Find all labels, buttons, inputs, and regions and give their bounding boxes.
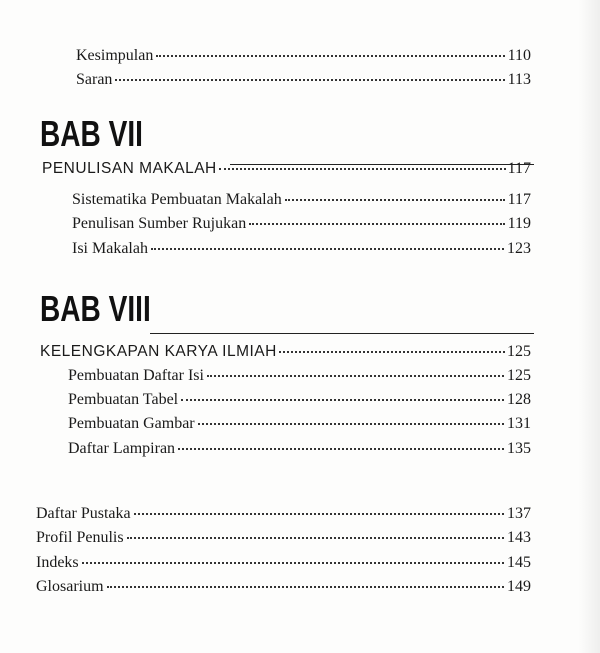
bab-8-section-heading [40, 342, 531, 362]
toc-entry-indeks [36, 553, 531, 573]
section-label: PENULISAN MAKALAH [42, 160, 217, 177]
bab-7-title: BAB VII [40, 113, 143, 154]
dot-leader [82, 558, 504, 564]
toc-entry-label: Profil Penulis [36, 529, 124, 546]
dot-leader [151, 244, 504, 250]
toc-entry-page: 131 [507, 415, 531, 432]
toc-entry-page: 128 [507, 391, 531, 408]
toc-entry-daftar-pustaka [36, 504, 531, 524]
toc-entry [68, 414, 531, 434]
dot-leader [249, 219, 504, 225]
toc-entry [72, 214, 531, 234]
toc-entry-label: Indeks [36, 554, 79, 571]
toc-entry-page: 125 [507, 367, 531, 384]
dot-leader [134, 509, 504, 515]
bab-8-rule [150, 333, 534, 334]
toc-entry-saran [76, 70, 531, 90]
toc-entry-label: Sistematika Pembuatan Makalah [72, 191, 282, 208]
toc-entry-label: Isi Makalah [72, 240, 148, 257]
dot-leader [178, 444, 504, 450]
toc-entry-label: Saran [76, 71, 113, 88]
toc-entry-page: 135 [507, 440, 531, 457]
toc-entry-profil-penulis [36, 528, 531, 548]
toc-entry [68, 390, 531, 410]
toc-entry-page: 117 [507, 191, 531, 208]
bab-7-rule [230, 164, 534, 165]
toc-entry-page: 123 [507, 240, 531, 257]
bab-7-section-heading [42, 159, 531, 179]
toc-entry-page: 113 [507, 71, 531, 88]
toc-entry [72, 239, 531, 259]
dot-leader [127, 533, 504, 539]
page-edge-shadow [578, 0, 600, 653]
toc-entry [68, 366, 531, 386]
dot-leader [285, 195, 505, 201]
dot-leader [198, 419, 504, 425]
toc-entry-label: Daftar Pustaka [36, 505, 131, 522]
dot-leader [156, 51, 504, 57]
toc-entry-page: 110 [507, 47, 531, 64]
dot-leader [207, 371, 504, 377]
dot-leader [279, 347, 505, 353]
toc-entry-label: Pembuatan Gambar [68, 415, 195, 432]
bab-8-title: BAB VIII [40, 288, 151, 329]
section-page: 125 [507, 343, 531, 360]
toc-entry-page: 143 [507, 529, 531, 546]
toc-entry-page: 137 [507, 505, 531, 522]
toc-entry-label: Daftar Lampiran [68, 440, 176, 457]
toc-entry [68, 439, 531, 459]
dot-leader [115, 75, 504, 81]
section-label: KELENGKAPAN KARYA ILMIAH [40, 343, 277, 360]
toc-entry-glosarium [36, 577, 531, 597]
dot-leader [181, 395, 504, 401]
toc-entry-page: 149 [507, 578, 531, 595]
toc-entry-page: 145 [507, 554, 531, 571]
toc-entry-label: Glosarium [36, 578, 104, 595]
toc-entry-label: Kesimpulan [76, 47, 154, 64]
toc-entry-kesimpulan [76, 46, 531, 66]
toc-entry-label: Penulisan Sumber Rujukan [72, 215, 247, 232]
dot-leader [107, 582, 504, 588]
toc-entry [72, 190, 531, 210]
toc-entry-page: 119 [507, 215, 531, 232]
toc-entry-label: Pembuatan Tabel [68, 391, 179, 408]
toc-entry-label: Pembuatan Daftar Isi [68, 367, 204, 384]
section-page: 117 [507, 160, 531, 177]
